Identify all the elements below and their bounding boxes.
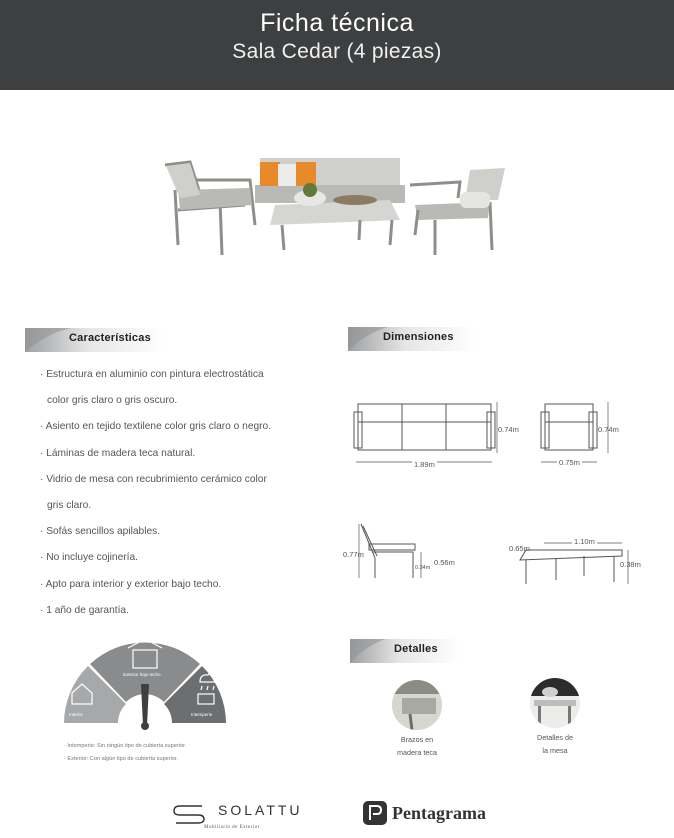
features-list (40, 362, 330, 624)
details-title: Detalles (394, 643, 438, 655)
gauge-note-intemperie: · Intemperie: Sin ningún tipo de cubierta superior. (64, 743, 187, 749)
sofa-height-label: 0.74m (498, 425, 519, 434)
orange-pillow-right (296, 162, 316, 186)
feature-item: · Estructura en aluminio con pintura electrostática (40, 369, 264, 380)
feature-item: · Asiento en tejido textilene color gris claro o negro. (40, 421, 272, 433)
decor-tray (333, 195, 377, 205)
side-seat-label: 0.56m (434, 558, 455, 567)
solattu-mark-icon (172, 802, 206, 824)
features-section-tab (25, 328, 165, 352)
pentagrama-name: Pentagrama (392, 803, 486, 823)
feature-item: gris claro. (47, 500, 92, 512)
detail-caption-brazos: Brazos en madera teca (397, 735, 437, 757)
feature-item: · Apto para interior y exterior bajo techo. (40, 578, 222, 590)
features-title: Características (69, 332, 151, 344)
pentagrama-mark-icon (362, 800, 388, 826)
chair-width-label: 0.75m (559, 458, 580, 467)
gauge-note-exterior: · Exterior: Con algún tipo de cubierta superior. (64, 756, 179, 762)
table-depth-label: 0.65m (509, 544, 530, 553)
details-section-tab (350, 639, 460, 663)
feature-item: · Láminas de madera teca natural. (40, 447, 196, 459)
armrest-detail-icon (392, 680, 442, 730)
plant (303, 183, 317, 197)
sofa-front-diagram (350, 398, 500, 468)
feature-item: · 1 año de garantía. (40, 604, 129, 616)
dimensions-section-tab (348, 327, 476, 351)
solattu-tagline: Mobiliario de Exterior (204, 825, 260, 830)
side-arm-label: 0.34m (415, 565, 431, 571)
side-height-label: 0.77m (343, 550, 364, 559)
gauge-label-middle: Exterior bajo techo (123, 672, 161, 677)
chair-height-label: 0.74m (598, 425, 619, 434)
gauge-label-interior: Interior (69, 712, 84, 717)
table-height-label: 0.38m (620, 560, 641, 569)
white-pillow (278, 164, 296, 186)
sofa-seat (255, 185, 405, 203)
solattu-name: SOLATTU (218, 802, 303, 818)
gauge-label-intemperie: Intemperie (191, 712, 213, 717)
left-armchair-back (166, 163, 200, 198)
orange-pillow-left (260, 162, 280, 186)
feature-item: · Vidrio de mesa con recubrimiento cerámico color (40, 473, 267, 485)
chair-side-diagram (355, 522, 435, 584)
header-banner (0, 0, 674, 90)
coffee-table-legs (282, 220, 392, 250)
feature-item: color gris claro o gris oscuro. (47, 395, 178, 407)
dimensions-title: Dimensiones (383, 331, 454, 343)
feature-item: · Sofás sencillos apilables. (40, 526, 161, 538)
right-armchair-pillow (460, 192, 490, 208)
table-detail-icon (530, 678, 580, 728)
furniture-set-photo (160, 150, 510, 265)
detail-image-brazos (392, 680, 442, 730)
table-length-label: 1.10m (574, 537, 595, 546)
solattu-logo (170, 800, 330, 836)
gauge-needle (141, 684, 149, 726)
usage-gauge (60, 638, 230, 733)
detail-image-mesa (530, 678, 580, 728)
page-title: Ficha técnica (260, 9, 414, 37)
feature-item: · No incluye cojinería. (40, 552, 138, 564)
detail-caption-mesa: Detalles de la mesa (537, 733, 573, 755)
page-subtitle: Sala Cedar (4 piezas) (232, 40, 442, 63)
sofa-width-label: 1.89m (414, 460, 435, 469)
pentagrama-logo (362, 798, 512, 830)
coffee-table-top (270, 200, 400, 225)
